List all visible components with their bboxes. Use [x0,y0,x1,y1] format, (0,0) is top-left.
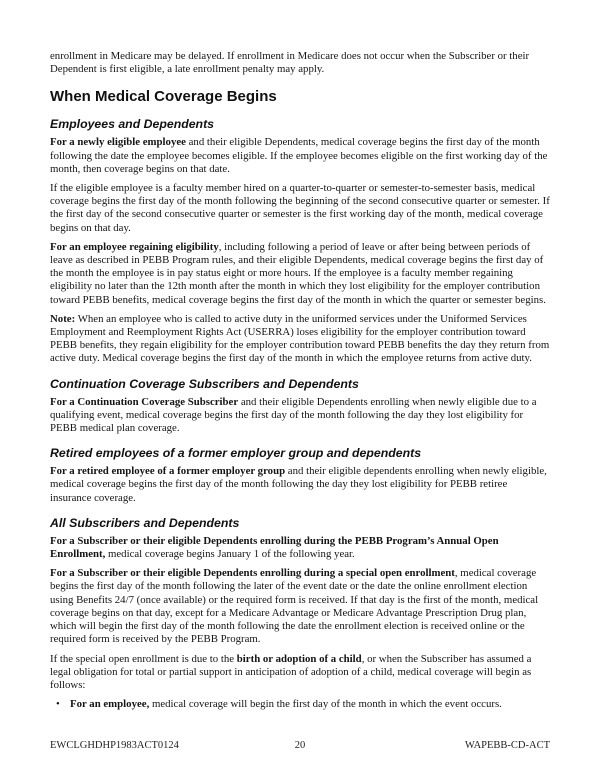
heading-employees-and-dependents: Employees and Dependents [50,117,215,132]
bold-lead-continuation-coverage: For a Continuation Coverage Subscriber [50,395,239,408]
page-footer [50,739,550,752]
paragraph-special-open-enrollment [50,567,550,646]
paragraph-newly-eligible [50,136,550,176]
bold-birth-adoption: birth or adoption of a child [236,652,362,665]
paragraph-regaining-eligibility [50,241,550,307]
bullet-marker: • [56,698,60,711]
paragraph-text: , or when the Subscriber has assumed a legal obligation for total or partial support in anticipation of adoption of a child, medical coverage will begin as follows: [50,652,532,691]
paragraph-annual-open-enrollment [50,535,550,561]
bold-lead-for-an-employee: For an employee, [70,698,150,711]
paragraph-continuation-coverage [50,396,550,436]
bold-lead-retired-employee: For a retired employee of a former employer group [50,465,286,478]
bold-lead-regaining-eligibility: For an employee regaining eligibility [50,240,219,253]
paragraph-text: medical coverage will begin the first day of the month in which the event occurs. [149,698,502,711]
heading-continuation-coverage: Continuation Coverage Subscribers and Dependents [50,376,359,391]
section-employees-and-dependents [50,117,550,365]
intro-paragraph: enrollment in Medicare may be delayed. If enrollment in Medicare does not occur when the Subscriber or their Dependent is first eligible, a late enrollment penalty may apply. [50,50,530,76]
paragraph-faculty-member: If the eligible employee is a faculty member hired on a quarter-to-quarter or semester-to-semester basis, medical coverage begins the first day of the month following the beginning of the second consecutive quarter or semester. If the first day of the second consecutive quarter or semester is the first working day of the month, medical coverage begins on that day. [50,182,550,234]
heading-retired-employees: Retired employees of a former employer group and dependents [50,446,422,461]
page-title: When Medical Coverage Begins [50,88,277,106]
section-retired-employees [50,446,550,505]
paragraph-text: and their eligible Dependents, medical coverage begins the first day of the month following the date the employee becomes eligible. If the employee becomes eligible on the first working day of the month, then coverage begins on that date. [50,136,548,175]
heading-all-subscribers: All Subscribers and Dependents [50,515,240,530]
paragraph-text: medical coverage begins January 1 of the following year. [105,548,355,561]
footer-page-number: 20 [294,739,306,751]
paragraph-birth-adoption [50,653,550,693]
paragraph-text: , including following a period of leave or after being between periods of leave as described in PEBB Program rules, and their eligible Dependents, medical coverage begins the first day of the month the employee is in pay status eight or more hours. If the employee is a faculty member regaining eligibility no later than the 12th month after the month in which they lost eligibility for the employer contribution toward PEBB benefits, medical coverage begins the first day of the month in which the quarter or semester begins. [50,240,546,306]
footer-doc-code: EWCLGHDHP1983ACT0124 [50,739,179,751]
bold-lead-annual-open-enrollment: For a Subscriber or their eligible Dependents enrolling during the PEBB Program’s Annual Open Enrollment, [50,534,499,561]
paragraph-retired-employee [50,465,550,505]
paragraph-text: and their eligible dependents enrolling when newly eligible, medical coverage begins the first day of the month following the day they lost eligibility for PEBB retiree insurance coverage. [50,465,547,504]
section-continuation-coverage [50,377,550,436]
bold-lead-newly-eligible: For a newly eligible employee [50,136,186,149]
bold-lead-note: Note: [50,312,76,325]
section-all-subscribers [50,516,550,711]
paragraph-text: If the special open enrollment is due to the [50,652,237,665]
note-paragraph [50,313,550,366]
paragraph-text: and their eligible Dependents enrolling when newly eligible due to a qualifying event, medical coverage begins the first day of the month following the day they lost eligibility for PEBB medical plan coverage. [50,395,537,435]
bold-lead-special-open-enrollment: For a Subscriber or their eligible Dependents enrolling during a special open enrollment [50,567,455,580]
paragraph-text: , medical coverage begins the first day of the month following the later of the event date or the date the online enrollment election using Benefits 24/7 (once available) or the required form is received. If that day is the first of the month, medical coverage begins on that day, except for a Medicare Advantage or Medicare Advantage Prescription Drug plan, which will begin the first day of the month following the date the enrollment election is received online or the required form is received by the PEBB Program. [50,567,539,646]
footer-form-code: WAPEBB-CD-ACT [464,739,551,751]
bullet-item-employee [50,698,550,711]
paragraph-text: When an employee who is called to active duty in the uniformed services under the Uniformed Services Employment and Reemployment Rights Act (USERRA) loses eligibility for the employer contribution toward PEBB benefits, they regain eligibility for the employer contribution toward PEBB benefits the day they return from active duty. Medical coverage begins the first day of the month in which the employee returns from active duty. [50,312,550,365]
bullet-text [70,698,550,711]
